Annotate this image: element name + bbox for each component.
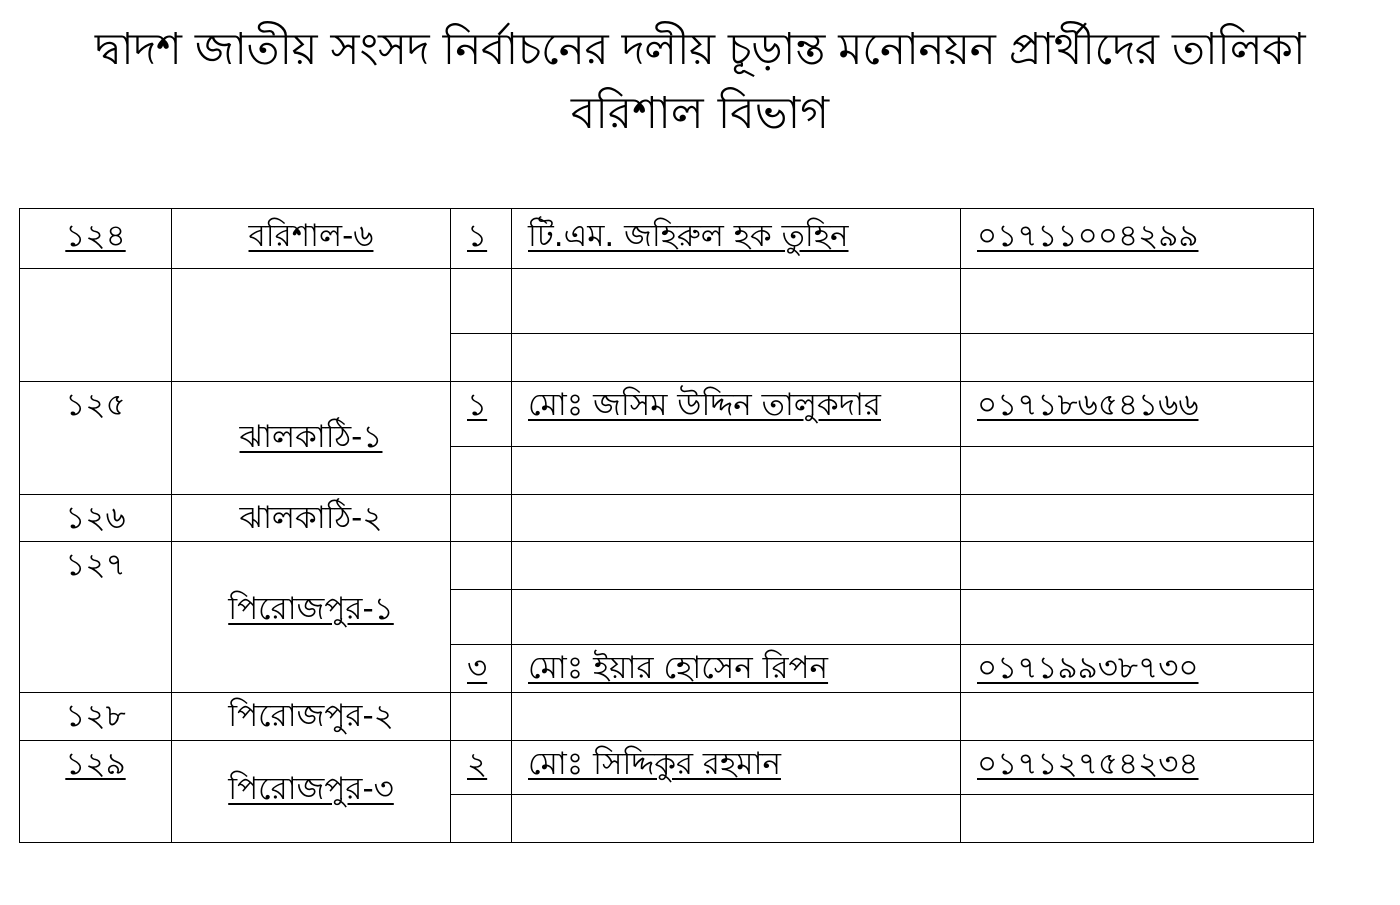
candidate-name-cell xyxy=(512,741,961,795)
empty-cell xyxy=(451,447,512,495)
phone-number: ০১৭১২৭৫৪২৩৪ xyxy=(977,746,1199,782)
empty-cell xyxy=(512,542,961,590)
candidate-number: ১ xyxy=(467,387,488,423)
constituency-name: ঝালকাঠি-১ xyxy=(239,419,383,455)
seat-number-cell xyxy=(20,382,172,495)
empty-cell xyxy=(512,447,961,495)
candidate-number-cell xyxy=(451,382,512,447)
seat-number-cell xyxy=(20,542,172,693)
empty-cell xyxy=(172,269,451,382)
empty-cell xyxy=(451,269,512,334)
candidate-table xyxy=(19,208,1314,843)
constituency-cell xyxy=(172,741,451,843)
candidate-number-cell xyxy=(451,741,512,795)
page-subtitle: বরিশাল বিভাগ xyxy=(570,88,830,139)
empty-cell xyxy=(961,693,1314,741)
table-row xyxy=(20,269,1314,334)
empty-cell xyxy=(451,334,512,382)
seat-number-cell xyxy=(20,495,172,542)
candidate-number-cell xyxy=(451,209,512,269)
seat-number: ১২৪ xyxy=(65,218,126,254)
phone-cell xyxy=(961,741,1314,795)
empty-cell xyxy=(451,495,512,542)
empty-cell xyxy=(961,795,1314,843)
table-row xyxy=(20,693,1314,741)
candidate-number-cell xyxy=(451,645,512,693)
candidate-number: ২ xyxy=(467,746,488,782)
empty-cell xyxy=(961,269,1314,334)
table-row xyxy=(20,209,1314,269)
table-row xyxy=(20,542,1314,590)
seat-number: ১২৫ xyxy=(65,387,126,423)
constituency-cell xyxy=(172,542,451,693)
empty-cell xyxy=(451,693,512,741)
empty-cell xyxy=(512,590,961,645)
constituency-name: ঝালকাঠি-২ xyxy=(239,499,383,536)
phone-cell xyxy=(961,382,1314,447)
table-row xyxy=(20,741,1314,795)
constituency-cell xyxy=(172,693,451,741)
empty-cell xyxy=(20,269,172,382)
candidate-name-cell xyxy=(512,209,961,269)
seat-number: ১২৬ xyxy=(65,499,126,536)
constituency-cell xyxy=(172,495,451,542)
phone-number: ০১৭১৮৬৫৪১৬৬ xyxy=(977,387,1199,423)
candidate-name: মোঃ সিদ্দিকুর রহমান xyxy=(528,746,781,782)
empty-cell xyxy=(512,334,961,382)
phone-number: ০১৭১১০০৪২৯৯ xyxy=(977,218,1199,254)
constituency-name: পিরোজপুর-১ xyxy=(228,591,394,627)
candidate-number: ৩ xyxy=(467,650,488,686)
empty-cell xyxy=(512,795,961,843)
constituency-name: পিরোজপুর-৩ xyxy=(228,771,394,807)
phone-cell xyxy=(961,209,1314,269)
empty-cell xyxy=(512,269,961,334)
phone-cell xyxy=(961,645,1314,693)
empty-cell xyxy=(961,334,1314,382)
candidate-name-cell xyxy=(512,645,961,693)
seat-number: ১২৯ xyxy=(65,746,126,782)
empty-cell xyxy=(451,542,512,590)
constituency-cell xyxy=(172,382,451,495)
candidate-name: মোঃ জসিম উদ্দিন তালুকদার xyxy=(528,387,881,423)
constituency-cell xyxy=(172,209,451,269)
table-row xyxy=(20,495,1314,542)
empty-cell xyxy=(961,542,1314,590)
seat-number-cell xyxy=(20,693,172,741)
seat-number-cell xyxy=(20,209,172,269)
candidate-name-cell xyxy=(512,382,961,447)
empty-cell xyxy=(451,590,512,645)
empty-cell xyxy=(961,590,1314,645)
table-row xyxy=(20,382,1314,447)
empty-cell xyxy=(961,495,1314,542)
empty-cell xyxy=(451,795,512,843)
candidate-name: মোঃ ইয়ার হোসেন রিপন xyxy=(528,650,829,686)
seat-number: ১২৮ xyxy=(65,698,126,734)
candidate-name: টি.এম. জহিরুল হক তুহিন xyxy=(528,218,849,254)
constituency-name: বরিশাল-৬ xyxy=(248,218,374,254)
empty-cell xyxy=(512,495,961,542)
seat-number: ১২৭ xyxy=(65,547,126,583)
seat-number-cell xyxy=(20,741,172,843)
empty-cell xyxy=(512,693,961,741)
empty-cell xyxy=(961,447,1314,495)
candidate-number: ১ xyxy=(467,218,488,254)
constituency-name: পিরোজপুর-২ xyxy=(228,698,394,734)
phone-number: ০১৭১৯৯৩৮৭৩০ xyxy=(977,650,1199,686)
page-title: দ্বাদশ জাতীয় সংসদ নির্বাচনের দলীয় চূড়ান্ত মনোনয়ন প্রার্থীদের তালিকা xyxy=(94,24,1306,75)
